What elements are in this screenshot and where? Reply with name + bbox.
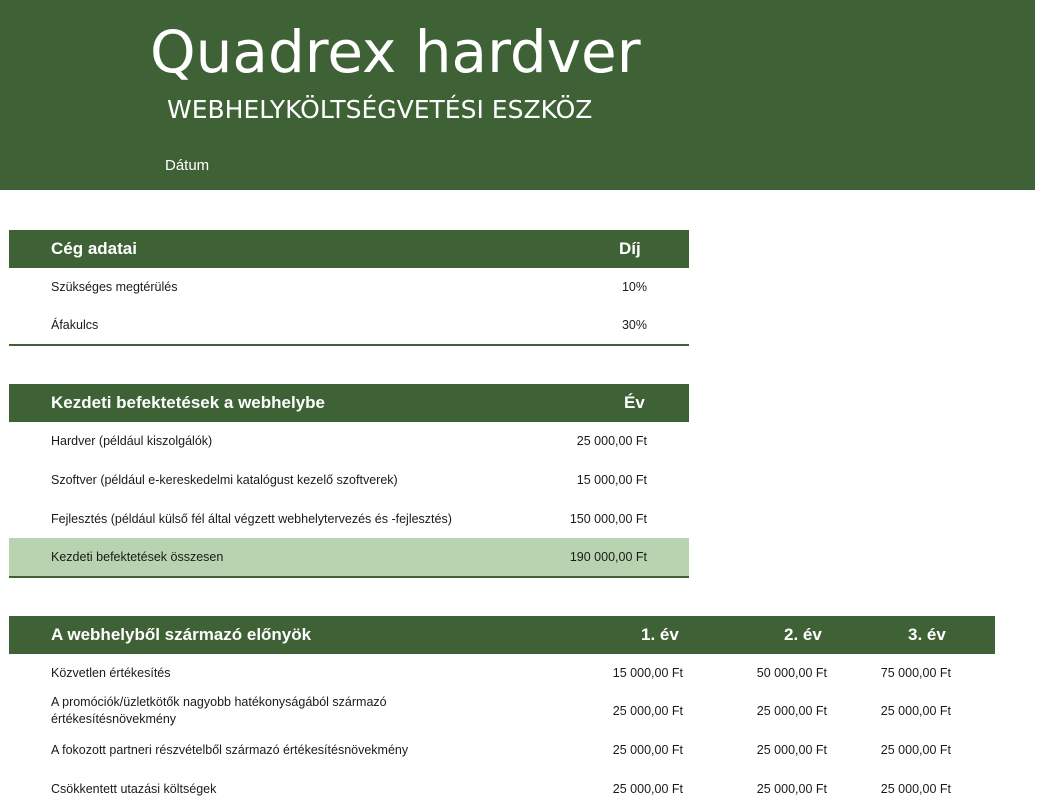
- table-row: [9, 692, 995, 730]
- table-row: [9, 731, 995, 769]
- table-row: [9, 654, 995, 692]
- table-row: [9, 461, 689, 499]
- row-label[interactable]: Közvetlen értékesítés: [51, 666, 171, 680]
- row-label[interactable]: Szoftver (például e-kereskedelmi katalógust kezelő szoftverek): [51, 473, 398, 487]
- company-data-col-header[interactable]: Díj: [619, 239, 641, 258]
- table-row: [9, 268, 689, 306]
- year-1-value[interactable]: 15 000,00 Ft: [612, 666, 683, 680]
- row-label[interactable]: Hardver (például kiszolgálók): [51, 434, 213, 448]
- row-label[interactable]: Fejlesztés (például külső fél által végzett webhelytervezés és -fejlesztés): [51, 512, 452, 526]
- section-divider: [9, 344, 689, 346]
- investments-header: [9, 384, 689, 422]
- col-header-year-3[interactable]: 3. év: [908, 625, 946, 644]
- col-header-year-1[interactable]: 1. év: [641, 625, 679, 644]
- row-value[interactable]: 150 000,00 Ft: [569, 512, 647, 526]
- investments-col-header[interactable]: Év: [624, 393, 645, 412]
- col-header-year-2[interactable]: 2. év: [784, 625, 822, 644]
- benefits-header: [9, 616, 995, 654]
- row-label[interactable]: A promóciók/üzletkötők nagyobb hatékonyságából származó értékesítésnövekmény: [51, 695, 387, 726]
- year-2-value[interactable]: 25 000,00 Ft: [756, 704, 827, 718]
- row-label[interactable]: Áfakulcs: [51, 318, 99, 332]
- row-label[interactable]: Szükséges megtérülés: [51, 280, 178, 294]
- row-value[interactable]: 10%: [621, 280, 647, 294]
- year-2-value[interactable]: 25 000,00 Ft: [756, 782, 827, 796]
- row-label[interactable]: Csökkentett utazási költségek: [51, 782, 217, 796]
- sheet-subtitle[interactable]: WEBHELYKÖLTSÉGVETÉSI ESZKÖZ: [167, 95, 593, 124]
- total-row: [9, 538, 689, 576]
- year-1-value[interactable]: 25 000,00 Ft: [612, 704, 683, 718]
- header-banner: [0, 0, 1035, 190]
- year-3-value[interactable]: 25 000,00 Ft: [880, 743, 951, 757]
- total-value[interactable]: 190 000,00 Ft: [569, 550, 647, 564]
- row-value[interactable]: 15 000,00 Ft: [576, 473, 647, 487]
- benefits-title[interactable]: A webhelyből származó előnyök: [51, 625, 312, 644]
- table-row: [9, 422, 689, 460]
- company-data-title[interactable]: Cég adatai: [51, 239, 137, 258]
- table-row: [9, 770, 995, 808]
- company-name[interactable]: Quadrex hardver: [150, 18, 641, 86]
- year-2-value[interactable]: 25 000,00 Ft: [756, 743, 827, 757]
- year-2-value[interactable]: 50 000,00 Ft: [756, 666, 827, 680]
- row-value[interactable]: 30%: [621, 318, 647, 332]
- table-row: [9, 500, 689, 538]
- section-divider: [9, 576, 689, 578]
- table-row: [9, 306, 689, 344]
- row-label[interactable]: A fokozott partneri részvételből származó értékesítésnövekmény: [51, 743, 409, 757]
- year-1-value[interactable]: 25 000,00 Ft: [612, 743, 683, 757]
- year-3-value[interactable]: 75 000,00 Ft: [880, 666, 951, 680]
- year-1-value[interactable]: 25 000,00 Ft: [612, 782, 683, 796]
- year-3-value[interactable]: 25 000,00 Ft: [880, 704, 951, 718]
- company-data-header: [9, 230, 689, 268]
- row-value[interactable]: 25 000,00 Ft: [576, 434, 647, 448]
- total-label[interactable]: Kezdeti befektetések összesen: [51, 550, 224, 564]
- date-label[interactable]: Dátum: [165, 157, 210, 174]
- year-3-value[interactable]: 25 000,00 Ft: [880, 782, 951, 796]
- investments-title[interactable]: Kezdeti befektetések a webhelybe: [51, 393, 326, 412]
